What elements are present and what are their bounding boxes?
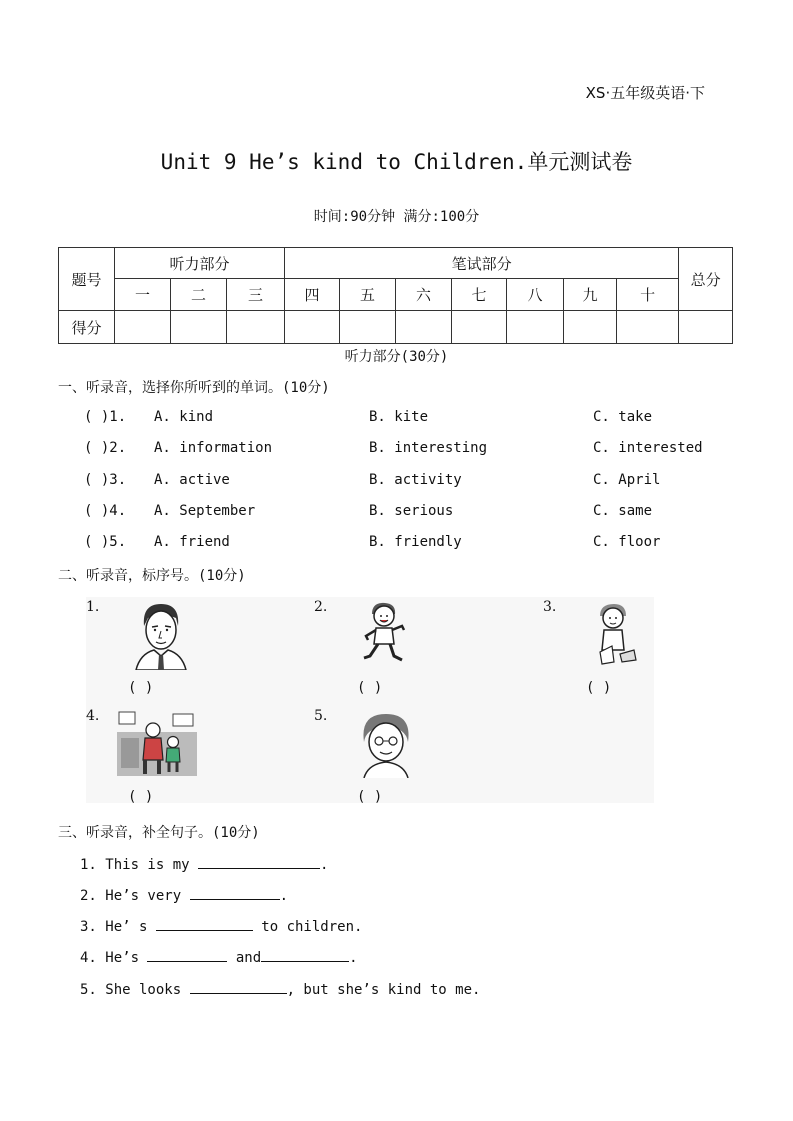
- p1-q1-option-a: A. kind: [154, 409, 214, 425]
- col-8: 八: [507, 279, 564, 311]
- p1-q1-number: ( )1.: [84, 409, 127, 425]
- score-cell[interactable]: [115, 311, 171, 344]
- s1-answer-blank[interactable]: [198, 854, 320, 869]
- score-cell[interactable]: [285, 311, 340, 344]
- col-4: 四: [285, 279, 340, 311]
- pic5-answer-paren[interactable]: ( ): [357, 789, 383, 805]
- pic1-number: 1.: [86, 599, 100, 615]
- s4-answer-blank-1[interactable]: [147, 947, 227, 962]
- p1-q4-option-a: A. September: [154, 503, 256, 519]
- p1-q2-option-c: C. interested: [593, 440, 703, 456]
- p3-sentence-1: [80, 854, 328, 873]
- s4-text-end: .: [349, 950, 358, 966]
- s4-text-start: 4. He’s: [80, 950, 148, 966]
- p3-sentence-4: [80, 947, 358, 966]
- p1-q1-option-b: B. kite: [369, 409, 429, 425]
- col-10: 十: [617, 279, 679, 311]
- pic2-answer-paren[interactable]: ( ): [357, 680, 383, 696]
- score-cell[interactable]: [396, 311, 452, 344]
- s5-answer-blank[interactable]: [190, 979, 287, 994]
- col-2: 二: [171, 279, 227, 311]
- score-cell[interactable]: [617, 311, 679, 344]
- pic3-answer-paren[interactable]: ( ): [586, 680, 612, 696]
- score-cell[interactable]: [171, 311, 227, 344]
- total-label: 总分: [679, 248, 733, 311]
- p1-q3-option-c: C. April: [593, 472, 661, 488]
- s4-answer-blank-2[interactable]: [261, 947, 349, 962]
- score-cell[interactable]: [227, 311, 285, 344]
- pic1-answer-paren[interactable]: ( ): [128, 680, 154, 696]
- s5-text-start: 5. She looks: [80, 982, 190, 998]
- grandmother-portrait-icon: [356, 708, 416, 778]
- score-label: 得分: [59, 311, 115, 344]
- man-portrait-icon: [132, 600, 190, 670]
- p1-q5-option-c: C. floor: [593, 534, 661, 550]
- p1-q3-number: ( )3.: [84, 472, 127, 488]
- p3-sentence-5: [80, 979, 480, 998]
- p1-q4-option-b: B. serious: [369, 503, 454, 519]
- s2-answer-blank[interactable]: [190, 885, 280, 900]
- series-header: XS·五年级英语·下: [585, 84, 705, 102]
- score-cell[interactable]: [564, 311, 617, 344]
- s2-text-start: 2. He’s very: [80, 888, 190, 904]
- p1-q2-option-b: B. interesting: [369, 440, 488, 456]
- col-1: 一: [115, 279, 171, 311]
- p3-sentence-2: [80, 885, 288, 904]
- col-7: 七: [452, 279, 507, 311]
- col-3: 三: [227, 279, 285, 311]
- time-score-line: 时间:90分钟 满分:100分: [313, 209, 480, 225]
- p1-q4-option-c: C. same: [593, 503, 653, 519]
- score-cell[interactable]: [340, 311, 396, 344]
- s5-text-end: , but she’s kind to me.: [286, 982, 481, 998]
- s1-text-end: .: [320, 857, 329, 873]
- listening-header: 听力部分: [115, 248, 285, 279]
- s1-text-start: 1. This is my: [80, 857, 199, 873]
- score-cell[interactable]: [452, 311, 507, 344]
- pic4-number: 4.: [86, 708, 100, 724]
- pic2-number: 2.: [314, 599, 328, 615]
- col-9: 九: [564, 279, 617, 311]
- child-reading-icon: [590, 600, 640, 666]
- p1-q1-option-c: C. take: [593, 409, 653, 425]
- p1-q4-number: ( )4.: [84, 503, 127, 519]
- pic5-number: 5.: [314, 708, 328, 724]
- p1-q5-number: ( )5.: [84, 534, 127, 550]
- question-no-label: 题号: [59, 248, 115, 311]
- col-5: 五: [340, 279, 396, 311]
- p3-sentence-3: [80, 916, 362, 935]
- part3-title: 三、听录音，补全句子。(10分): [58, 825, 260, 841]
- listening-section-header: 听力部分(30分): [344, 349, 449, 365]
- page-title: Unit 9 He’s kind to Children.单元测试卷: [160, 150, 633, 174]
- father-and-son-icon: [117, 710, 197, 776]
- p1-q2-option-a: A. information: [154, 440, 273, 456]
- running-boy-icon: [358, 600, 410, 668]
- score-table: [58, 247, 733, 344]
- pic4-answer-paren[interactable]: ( ): [128, 789, 154, 805]
- s4-text-mid: and: [227, 950, 262, 966]
- writing-header: 笔试部分: [285, 248, 679, 279]
- p1-q5-option-b: B. friendly: [369, 534, 462, 550]
- s2-text-end: .: [279, 888, 289, 904]
- s3-text-start: 3. He’ s: [80, 919, 156, 935]
- part2-title: 二、听录音，标序号。(10分): [58, 568, 246, 584]
- p1-q2-number: ( )2.: [84, 440, 127, 456]
- p1-q3-option-b: B. activity: [369, 472, 462, 488]
- part1-title: 一、听录音，选择你所听到的单词。(10分): [58, 380, 330, 396]
- p1-q5-option-a: A. friend: [154, 534, 230, 550]
- s3-text-end: to children.: [252, 919, 363, 935]
- p1-q3-option-a: A. active: [154, 472, 230, 488]
- score-cell[interactable]: [679, 311, 733, 344]
- s3-answer-blank[interactable]: [156, 916, 253, 931]
- col-6: 六: [396, 279, 452, 311]
- pic3-number: 3.: [543, 599, 557, 615]
- score-cell[interactable]: [507, 311, 564, 344]
